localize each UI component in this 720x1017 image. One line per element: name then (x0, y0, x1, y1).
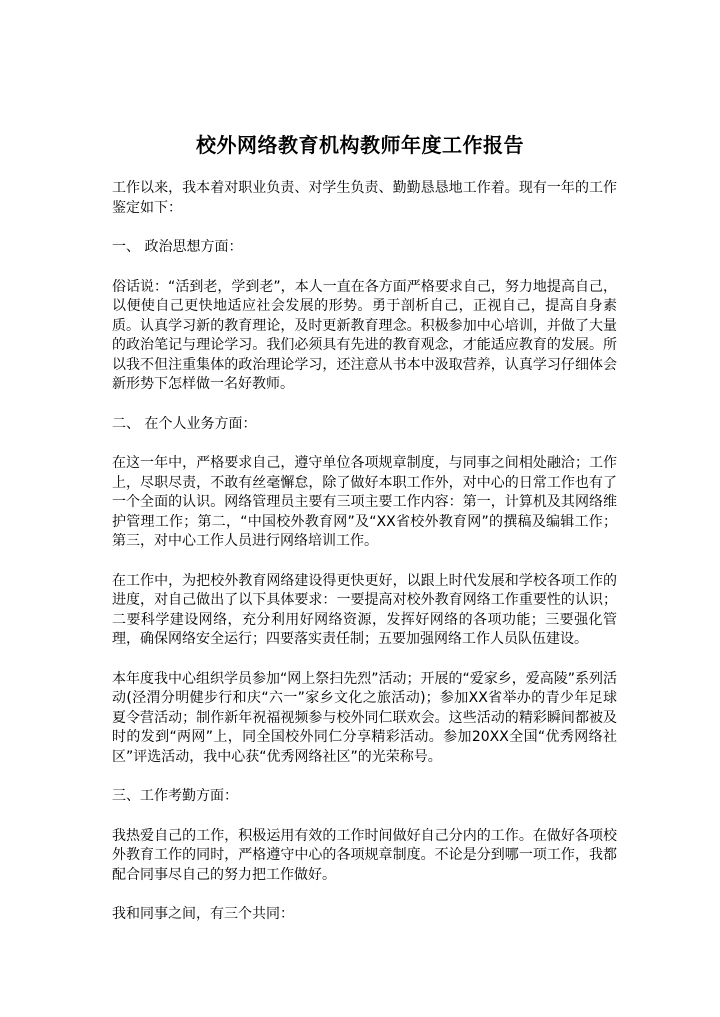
attendance-paragraph-1: 我热爱自己的工作，积极运用有效的工作时间做好自己分内的工作。在做好各项校外教育工作的同时，严格遵守中心的各项规章制度。不论是分到哪一项工作，我都配合同事尽自己的努力把工作做好。 (112, 827, 617, 883)
intro-paragraph: 工作以来，我本着对职业负责、对学生负责、勤勤恳恳地工作着。现有一年的工作鉴定如下： (112, 180, 617, 216)
attendance-paragraph-2: 我和同事之间，有三个共同： (112, 906, 294, 922)
section-heading-business: 二、 在个人业务方面： (112, 415, 257, 432)
business-paragraph-3: 本年度我中心组织学员参加“网上祭扫先烈”活动；开展的“爱家乡，爱高陵”系列活动(泾渭分明健步行和庆“六一”家乡文化之旅活动)；参加XX省举办的青少年足球夏令营活动；制作新年祝福视频参与校外同仁联欢会。这些活动的精彩瞬间都被及时的发到“两网”上，同全国校外同仁分享精彩活动。参加20XX全国“优秀网络社区”评选活动，我中心获“优秀网络社区”的光荣称号。 (112, 670, 618, 765)
section-heading-attendance: 三、工作考勤方面： (112, 788, 238, 804)
business-paragraph-2: 在工作中，为把校外教育网络建设得更快更好，以跟上时代发展和学校各项工作的进度，对自己做出了以下具体要求：一要提高对校外教育网络工作重要性的认识；二要科学建设网络，充分利用好网络资源，发挥好网络的各项功能；三要强化管理，确保网络安全运行；四要落实责任制；五要加强网络工作人员队伍建设。 (112, 572, 617, 647)
political-paragraph: 俗话说：“活到老，学到老”，本人一直在各方面严格要求自己，努力地提高自己，以便使自己更快地适应社会发展的形势。勇于剖析自己，正视自己，提高自身素质。认真学习新的教育理论，及时更新教育理念。积极参加中心培训，并做了大量的政治笔记与理论学习。我们必须具有先进的教育观念，才能适应教育的发展。所以我不但注重集体的政治理论学习，还注意从书本中汲取营养，认真学习仔细体会新形势下怎样做一名好教师。 (112, 278, 617, 392)
document-title: 校外网络教育机构教师年度工作报告 (196, 133, 524, 157)
section-heading-political: 一、 政治思想方面： (112, 239, 243, 255)
business-paragraph-1: 在这一年中，严格要求自己，遵守单位各项规章制度，与同事之间相处融洽；工作上，尽职尽责，不敢有丝毫懈怠，除了做好本职工作外，对中心的日常工作也有了一个全面的认识。网络管理员主要有三项主要工作内容：第一，计算机及其网络维护管理工作；第二，“中国校外教育网”及“XX省校外教育网”的撰稿及编辑工作；第三，对中心工作人员进行网络培训工作。 (112, 455, 617, 549)
document-body (112, 179, 617, 945)
